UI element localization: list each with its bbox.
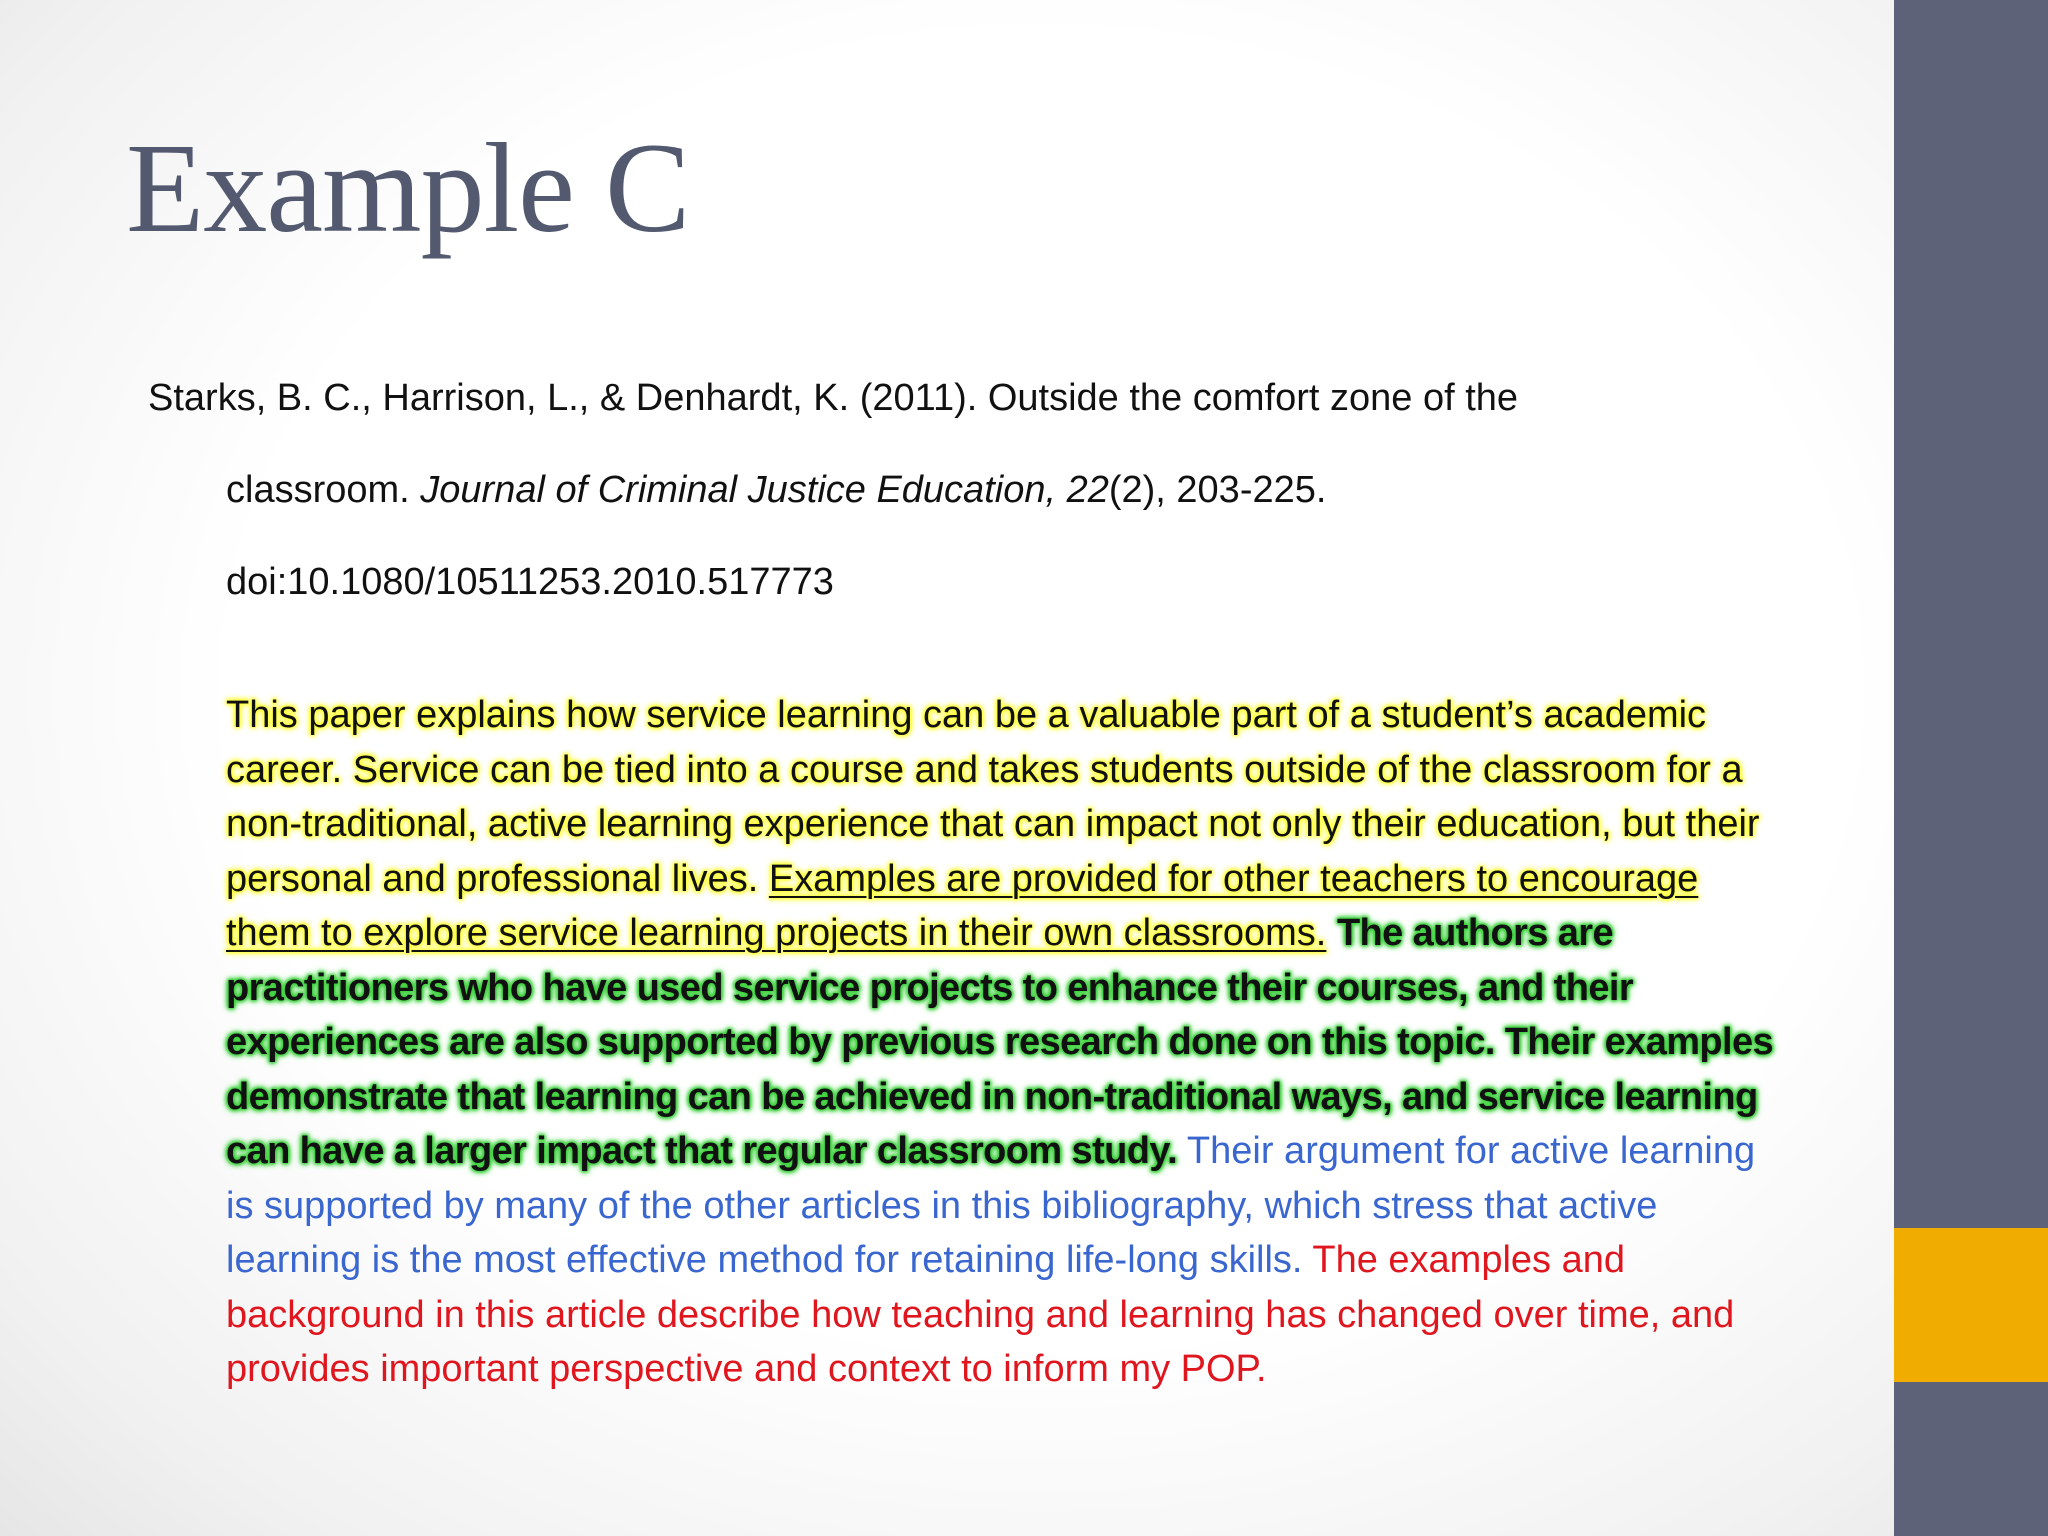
citation — [148, 352, 1788, 628]
comparison-text: Their argument for active learning is supported by many of the other articles in this bibliography, which stress that active learning is the most effective method for retaining life-long skills. — [226, 1130, 1756, 1281]
citation-doi: doi:10.1080/10511253.2010.517773 — [226, 561, 834, 603]
summary-underlined: Examples are provided for other teachers to encourage them to explore service learning projects in their own classrooms. — [226, 857, 1699, 954]
citation-line-1: Starks, B. C., Harrison, L., & Denhardt, K. (2011). Outside the comfort zone of the — [148, 377, 1519, 419]
citation-journal: Journal of Criminal Justice Education, 22 — [420, 469, 1109, 511]
side-accent-block — [1894, 1228, 2048, 1382]
application-text: The examples and background in this article describe how teaching and learning has changed over time, and provides important perspective and context to inform my POP. — [226, 1239, 1735, 1390]
slide-title: Example C — [126, 117, 690, 259]
annotation-paragraph — [226, 688, 1786, 1397]
citation-issue-pages: (2), 203-225. — [1108, 469, 1327, 511]
evaluation-bold: The authors are practitioners who have used service projects to enhance their courses, and their experiences are also supported by previous research done on this topic. Their examples demonstrate that learning can be achieved in non-traditional ways, and service learning can have a larger impact that regular classroom study. — [226, 912, 1774, 1172]
citation-classroom: classroom. — [226, 469, 421, 511]
summary-highlight: This paper explains how service learning can be a valuable part of a student’s academic career. Service can be tied into a course and takes students outside of the classroom for a non-traditional, active learning experience that can impact not only their education, but their personal and professional lives. — [226, 694, 1760, 900]
citation-line-2 — [148, 444, 1788, 536]
